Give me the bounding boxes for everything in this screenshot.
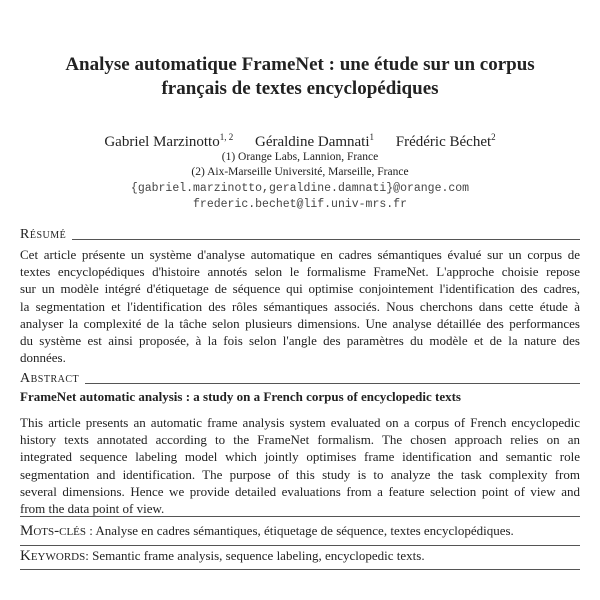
- abstract-subtitle: FrameNet automatic analysis : a study on a French corpus of encyclopedic texts: [20, 389, 461, 404]
- abstract-heading: [20, 371, 580, 387]
- author: [104, 134, 233, 150]
- author-affiliation-mark: 1: [369, 132, 375, 142]
- resume-paragraph: [20, 246, 580, 366]
- section-rule: [85, 383, 580, 384]
- affiliation: (2) Aix-Marseille Université, Marseille, France: [191, 166, 409, 178]
- text-line: several dimensions. Hence we provide detailed evaluations from a feature selection point of view and: [20, 483, 580, 499]
- section-label: Abstract: [20, 371, 80, 386]
- separator: :: [85, 548, 93, 563]
- text-line: la segmentation et l'identification des rôles sémantiques associés. Nous cherchons dans cette étude à: [20, 298, 580, 314]
- abstract-paragraph: [20, 414, 580, 517]
- text-line: du système est ainsi proposée, à la fois selon l'angle des paramètres du modèle et de la nature des: [20, 333, 580, 349]
- paper-title: [0, 53, 600, 101]
- section-rule: [72, 239, 580, 240]
- mots-cles-text: Analyse en cadres sémantiques, étiquetage de séquence, textes encyclopédiques.: [95, 523, 514, 538]
- text-line: from the data point of view.: [20, 501, 165, 517]
- text-line: This article presents an automatic frame analysis system evaluated on a corpus of French encyclopedic: [20, 415, 580, 430]
- text-line: données.: [20, 350, 66, 366]
- mots-cles: [20, 523, 580, 540]
- title-line: Analyse automatique FrameNet : une étude sur un corpus: [65, 54, 535, 75]
- separator: :: [86, 523, 96, 538]
- author-list: [0, 132, 600, 151]
- text-line: history texts annotated according to the FrameNet formalism. The chosen approach relies on an: [20, 432, 580, 448]
- text-line: textes encyclopédiques d'histoire annotés selon le formalisme FrameNet. L'approche choisie repose: [20, 264, 580, 280]
- keywords-text: Semantic frame analysis, sequence labeling, encyclopedic texts.: [92, 548, 425, 563]
- author-name: Géraldine Damnati: [254, 134, 370, 150]
- author-name: Gabriel Marzinotto: [104, 134, 220, 150]
- email: frederic.bechet@lif.univ-mrs.fr: [193, 198, 407, 211]
- text-line: segmentation and identification. The purpose of this study is to analyze the task complexity from: [20, 466, 580, 482]
- author-affiliation-mark: 2: [491, 132, 496, 142]
- email: {gabriel.marzinotto,geraldine.damnati}@orange.com: [130, 182, 470, 195]
- text-line: sur un modèle intégré d'étiquetage de séquence qui optimise conjointement l'identification des cadres,: [20, 281, 580, 297]
- author-affiliation-mark: 1, 2: [219, 132, 234, 142]
- affiliation: (1) Orange Labs, Lannion, France: [221, 151, 379, 163]
- text-line: Cet article présente un système d'analyse automatique en cadres sémantiques évalué sur un corpus de: [20, 247, 580, 262]
- author: [255, 134, 374, 150]
- resume-heading: [20, 227, 580, 243]
- divider: [20, 545, 580, 546]
- text-line: analyser la complexité de la tâche selon plusieurs dimensions. Une analyse détaillée des performances: [20, 315, 580, 331]
- keywords: [20, 548, 580, 565]
- keywords-label: Keywords: [20, 548, 86, 564]
- author-name: Frédéric Béchet: [395, 134, 492, 150]
- author: [396, 134, 496, 150]
- title-line: français de textes encyclopédiques: [161, 78, 439, 99]
- mots-cles-label: Mots-clés: [20, 523, 87, 539]
- section-label: Résumé: [20, 227, 67, 242]
- text-line: integrated sequence labeling model which jointly optimises frame identification and semantic role: [20, 449, 580, 465]
- divider: [20, 516, 580, 517]
- divider: [20, 569, 580, 570]
